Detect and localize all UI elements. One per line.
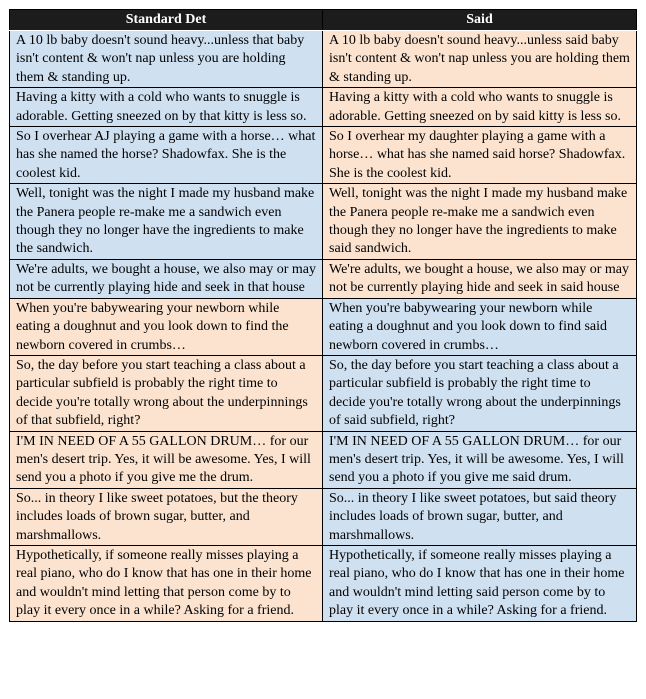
said-cell: We're adults, we bought a house, we also may or may not be currently playing hide and seek in said house xyxy=(323,259,637,298)
standard-det-cell: Well, tonight was the night I made my husband make the Panera people re-make me a sandwich even though they no longer have the ingredients to make the sandwich. xyxy=(10,184,323,260)
header-standard-det: Standard Det xyxy=(10,10,323,31)
comparison-table xyxy=(9,9,637,622)
table-row xyxy=(10,431,637,488)
standard-det-cell: So... in theory I like sweet potatoes, but the theory includes loads of brown sugar, butter, and marshmallows. xyxy=(10,488,323,545)
table-row xyxy=(10,127,637,184)
said-cell: So I overhear my daughter playing a game with a horse… what has she named said horse? Shadowfax. She is the coolest kid. xyxy=(323,127,637,184)
standard-det-cell: When you're babywearing your newborn while eating a doughnut and you look down to find the newborn covered in crumbs… xyxy=(10,298,323,355)
said-cell: I'M IN NEED OF A 55 GALLON DRUM… for our men's desert trip. Yes, it will be awesome. Yes, I will send you a photo if you give me said drum. xyxy=(323,431,637,488)
said-cell: So, the day before you start teaching a class about a particular subfield is probably the right time to decide you're totally wrong about the underpinnings of said subfield, right? xyxy=(323,355,637,431)
table-row xyxy=(10,298,637,355)
standard-det-cell: A 10 lb baby doesn't sound heavy...unless that baby isn't content & won't nap unless you are holding them & standing up. xyxy=(10,31,323,88)
said-cell: Well, tonight was the night I made my husband make the Panera people re-make me a sandwich even though they no longer have the ingredients to make said sandwich. xyxy=(323,184,637,260)
standard-det-cell: Having a kitty with a cold who wants to snuggle is adorable. Getting sneezed on by that kitty is less so. xyxy=(10,88,323,127)
header-said: Said xyxy=(323,10,637,31)
table-row xyxy=(10,355,637,431)
table-row xyxy=(10,88,637,127)
standard-det-cell: We're adults, we bought a house, we also may or may not be currently playing hide and seek in that house xyxy=(10,259,323,298)
said-cell: A 10 lb baby doesn't sound heavy...unless said baby isn't content & won't nap unless you are holding them & standing up. xyxy=(323,31,637,88)
table-row xyxy=(10,184,637,260)
said-cell: Hypothetically, if someone really misses playing a real piano, who do I know that has one in their home and wouldn't mind letting said person come by to play it every once in a while? Asking for a friend. xyxy=(323,545,637,621)
header-row xyxy=(10,10,637,31)
table-row xyxy=(10,488,637,545)
said-cell: So... in theory I like sweet potatoes, but said theory includes loads of brown sugar, butter, and marshmallows. xyxy=(323,488,637,545)
standard-det-cell: So I overhear AJ playing a game with a horse… what has she named the horse? Shadowfax. She is the coolest kid. xyxy=(10,127,323,184)
standard-det-cell: So, the day before you start teaching a class about a particular subfield is probably the right time to decide you're totally wrong about the underpinnings of that subfield, right? xyxy=(10,355,323,431)
table-body xyxy=(10,31,637,622)
standard-det-cell: Hypothetically, if someone really misses playing a real piano, who do I know that has one in their home and wouldn't mind letting that person come by to play it every once in a while? Asking for a friend. xyxy=(10,545,323,621)
table-row xyxy=(10,259,637,298)
table-row xyxy=(10,545,637,621)
table-row xyxy=(10,31,637,88)
said-cell: Having a kitty with a cold who wants to snuggle is adorable. Getting sneezed on by said kitty is less so. xyxy=(323,88,637,127)
said-cell: When you're babywearing your newborn while eating a doughnut and you look down to find said newborn covered in crumbs… xyxy=(323,298,637,355)
standard-det-cell: I'M IN NEED OF A 55 GALLON DRUM… for our men's desert trip. Yes, it will be awesome. Yes, I will send you a photo if you give me the drum. xyxy=(10,431,323,488)
